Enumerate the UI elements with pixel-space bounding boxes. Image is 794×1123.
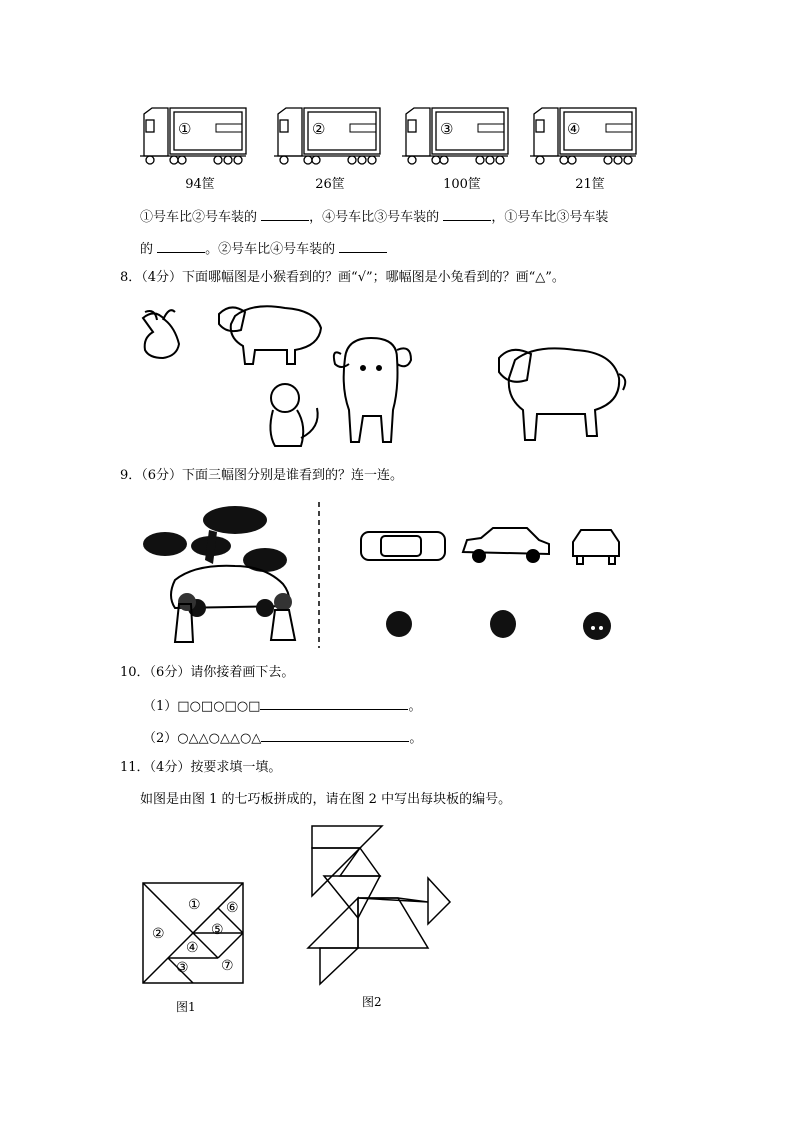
truck-4-number: ④ [567, 120, 581, 138]
truck-1-icon [140, 108, 246, 164]
q7-blank-4[interactable] [339, 240, 387, 253]
q7-text-d: 的 [140, 242, 154, 257]
head-back-icon [386, 611, 412, 637]
q7-text-c: ，①号车比③号车装 [491, 210, 609, 225]
truck-3-number: ③ [440, 120, 454, 138]
q11-title: 11．（4分）按要求填一填。 [120, 760, 282, 775]
piece-2-label: ② [152, 926, 165, 942]
sheep-front-icon [334, 338, 411, 442]
q11-description: 如图是由图 1 的七巧板拼成的，请在图 2 中写出每块板的编号。 [140, 792, 512, 807]
piece-4-label: ④ [186, 940, 199, 956]
truck-1-label-box [216, 124, 242, 132]
car-top-view-icon [361, 532, 445, 560]
sheep-side-small-icon [219, 306, 321, 364]
truck-3-load: 100筐 [443, 177, 481, 192]
q9-title: 9．（6分）下面三幅图分别是谁看到的？连一连。 [120, 468, 404, 483]
monkey-icon [270, 384, 317, 446]
tree-car-scene-icon [143, 506, 295, 642]
figure-2-caption: 图2 [362, 995, 382, 1009]
truck-3-label-box [478, 124, 504, 132]
q10-item-2 [143, 729, 422, 747]
sheep-figure [135, 298, 635, 453]
truck-2-load: 26筐 [315, 177, 345, 192]
car-view-figure [135, 500, 635, 650]
truck-2-icon [274, 108, 380, 164]
q7-blank-3[interactable] [157, 240, 205, 253]
q10-blank-1[interactable] [260, 697, 408, 710]
q7-blank-1[interactable] [261, 208, 309, 221]
q7-text-a: ①号车比②号车装的 [140, 210, 258, 225]
q10-blank-2[interactable] [261, 729, 409, 742]
truck-3-icon [402, 108, 508, 164]
figure-1-caption: 图1 [176, 1000, 196, 1014]
head-front-icon [583, 612, 611, 640]
q7-line1 [140, 208, 608, 226]
q10-item2-sequence: ○△△○△△○△ [177, 731, 262, 746]
truck-4-load: 21筐 [575, 177, 605, 192]
truck-2-label-box [350, 124, 376, 132]
tangram-figure-2 [300, 818, 460, 993]
head-side-icon [490, 610, 516, 638]
q10-item2-end: 。 [409, 731, 423, 746]
piece-5-label: ⑤ [211, 922, 224, 938]
q10-item2-label: （2） [143, 731, 178, 746]
car-side-view-icon [463, 528, 549, 562]
piece-1-label: ① [188, 897, 201, 913]
q7-text-b: ，④号车比③号车装的 [309, 210, 440, 225]
truck-2-number: ② [312, 120, 326, 138]
q7-text-e: 。②号车比④号车装的 [205, 242, 336, 257]
q7-line2 [140, 240, 387, 258]
car-front-view-icon [573, 530, 619, 564]
rabbit-icon [143, 310, 179, 358]
q10-item-1 [143, 697, 421, 715]
q10-item1-label: （1） [143, 699, 178, 714]
piece-7-label: ⑦ [221, 958, 234, 974]
sheep-side-large-icon [499, 348, 625, 440]
q10-title: 10．（6分）请你接着画下去。 [120, 665, 295, 680]
truck-1-load: 94筐 [185, 177, 215, 192]
truck-4-icon [530, 108, 636, 164]
q10-item1-end: 。 [408, 699, 422, 714]
q10-item1-sequence: □○□○□○□ [177, 699, 261, 714]
piece-3-label: ③ [176, 960, 189, 976]
q8-title: 8．（4分）下面哪幅图是小猴看到的？画“√”；哪幅图是小兔看到的？画“△”。 [120, 270, 565, 285]
truck-1-number: ① [178, 120, 192, 138]
piece-6-label: ⑥ [226, 900, 239, 916]
q7-blank-2[interactable] [443, 208, 491, 221]
truck-4-label-box [606, 124, 632, 132]
